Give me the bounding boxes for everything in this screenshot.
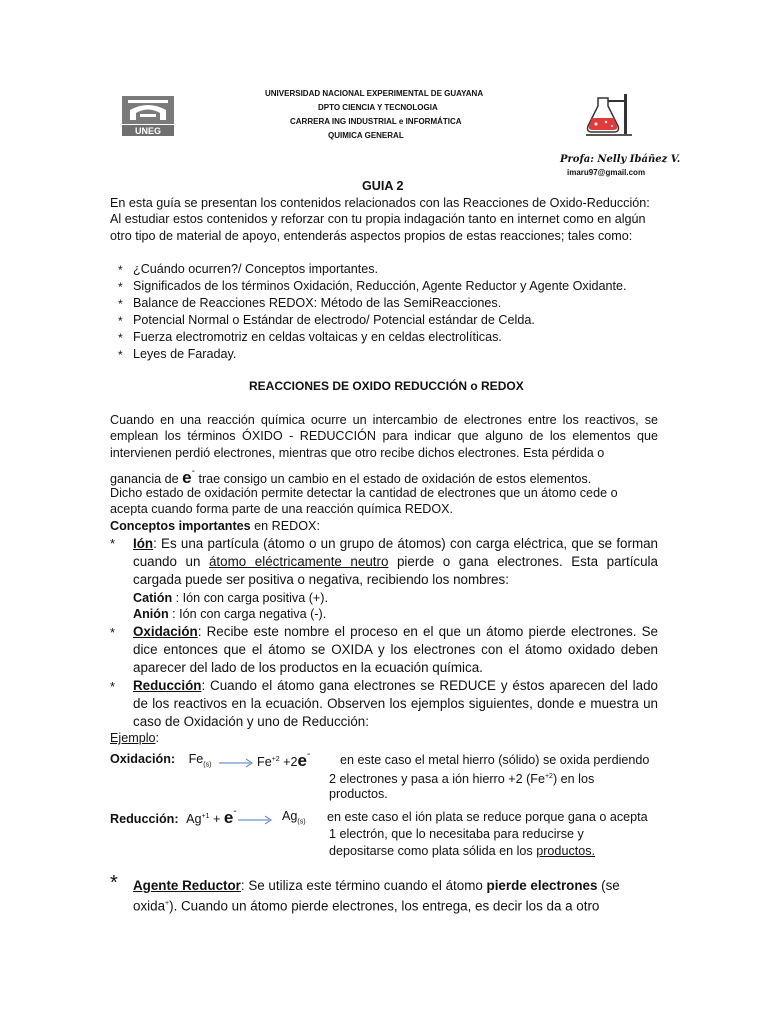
bullet-glyph: * xyxy=(118,263,123,277)
section-title: REACCIONES DE OXIDO REDUCCIÓN o REDOX xyxy=(249,379,524,393)
reduction-equation: Reducción: $Ag^{+1} + e^-$ xyxy=(110,806,237,828)
career-name: CARRERA ING INDUSTRIAL e INFORMÁTICA xyxy=(290,117,462,126)
bullet-glyph: * xyxy=(110,679,116,694)
bullet-glyph: * xyxy=(110,536,116,551)
oxidation-equation: Oxidación: $Fe_{(s)}$ xyxy=(110,752,212,769)
topic-item: Leyes de Faraday. xyxy=(133,347,237,361)
reduction-description: 1 electrón, que lo necesitaba para reducirse y xyxy=(329,827,584,841)
reduction-description: depositarse como plata sólida en los productos. xyxy=(329,844,596,858)
guide-title: GUIA 2 xyxy=(362,179,404,193)
bullet-glyph: * xyxy=(118,280,123,294)
oxidation-description: 2 electrones y pasa a ión hierro +2 $(Fe^{+2})$ en los xyxy=(329,772,595,787)
department-name: DPTO CIENCIA Y TECNOLOGIA xyxy=(318,103,438,112)
redox-paragraph-tail: ganancia de e- trae consigo un cambio en el estado de oxidación de estos elementos. xyxy=(110,466,592,488)
reducing-agent-definition-cont: oxida+). Cuando un átomo pierde electrones, los entrega, es decir los da a otro xyxy=(133,898,600,914)
reduction-description: en este caso el ión plata se reduce porque gana o acepta xyxy=(327,810,648,824)
topic-item: Balance de Reacciones REDOX: Método de las SemiReacciones. xyxy=(133,296,502,310)
oxidation-description: productos. xyxy=(329,787,388,801)
cation-definition: Catión : Ión con carga positiva (+). xyxy=(133,591,328,605)
concepts-heading: Conceptos importantes en REDOX: xyxy=(110,519,320,533)
reduction-product: $Ag_{(s)}$ xyxy=(282,809,306,826)
university-name: UNIVERSIDAD NACIONAL EXPERIMENTAL DE GUAYANA xyxy=(265,89,484,98)
oxidation-description: en este caso el metal hierro (sólido) se oxida perdiendo xyxy=(340,753,650,767)
electron-symbol: e xyxy=(182,468,192,488)
redox-paragraph: Cuando en una reacción química ocurre un intercambio de electrones entre los reactivos, se emplean los términos ÓXIDO - REDUCCIÓN para indicar que alguno de los elementos que intervienen perdió electrones, mientras que otro recibe dichos electrones. Esta pérdida o xyxy=(110,413,658,460)
reduction-definition: Reducción: Cuando el átomo gana electrones se REDUCE y éstos aparecen del lado de los reactivos en la ecuación. Observen los ejemplos siguientes, donde e muestra un caso de Oxidación y uno de Reducción: xyxy=(133,678,658,729)
oxidation-products: $Fe^{+2} +2e^-$ xyxy=(257,749,311,771)
reducing-agent-definition: Agente Reductor: Se utiliza este término cuando el átomo pierde electrones (se xyxy=(133,878,620,893)
anion-definition: Anión : Ión con carga negativa (-). xyxy=(133,607,327,621)
bullet-glyph: * xyxy=(118,314,123,328)
guide-intro: En esta guía se presentan los contenidos relacionados con las Reacciones de Oxido-Reducción: Al estudiar estos contenidos y reforzar con tu propia indagación tanto en internet como en algún otro tipo de material de apoyo, entenderás aspectos propios de estas reacciones; tales como: xyxy=(110,196,650,243)
bullet-glyph: * xyxy=(110,872,118,894)
oxidation-definition: Oxidación: Recibe este nombre el proceso en el que un átomo pierde electrones. Se dice entonces que el átomo se OXIDA y los electrones con el átomo oxidado deben aparecer del lado de los productos en la ecuación química. xyxy=(133,624,658,675)
reaction-arrow xyxy=(237,815,273,825)
bullet-glyph: * xyxy=(118,348,123,362)
electron-symbol: e xyxy=(297,751,308,771)
oxidation-state-paragraph: Dicho estado de oxidación permite detectar la cantidad de electrones que un átomo cede o acepta cuando forma parte de una reacción química REDOX. xyxy=(110,486,618,517)
uneg-logo xyxy=(120,94,176,138)
bullet-glyph: * xyxy=(110,625,116,640)
topic-item: Potencial Normal o Estándar de electrodo/ Potencial estándar de Celda. xyxy=(133,313,535,327)
course-name: QUIMICA GENERAL xyxy=(328,131,404,140)
professor-name: Profa: Nelly Ibáñez V. xyxy=(560,154,681,165)
topic-item: Fuerza electromotriz en celdas voltaicas y en celdas electrolíticas. xyxy=(133,330,502,344)
flask-icon xyxy=(584,92,634,138)
topic-item: Significados de los términos Oxidación, Reducción, Agente Reductor y Agente Oxidante. xyxy=(133,279,627,293)
email-address[interactable]: imaru97@gmail.com xyxy=(567,168,646,177)
reaction-arrow xyxy=(218,758,254,768)
bullet-glyph: * xyxy=(118,331,123,345)
logo-text: UNEG xyxy=(134,126,162,136)
bullet-glyph: * xyxy=(118,297,123,311)
ion-definition: Ión: Es una partícula (átomo o un grupo de átomos) con carga eléctrica, que se forman cuando un átomo eléctricamente neutro pierde o gana electrones. Esta partícula cargada puede ser positiva o negativa, recibiendo los nombres: xyxy=(133,536,658,587)
electron-symbol: e xyxy=(223,808,234,828)
example-label: Ejemplo: xyxy=(110,731,159,745)
topic-item: ¿Cuándo ocurren?/ Conceptos importantes. xyxy=(133,262,379,276)
